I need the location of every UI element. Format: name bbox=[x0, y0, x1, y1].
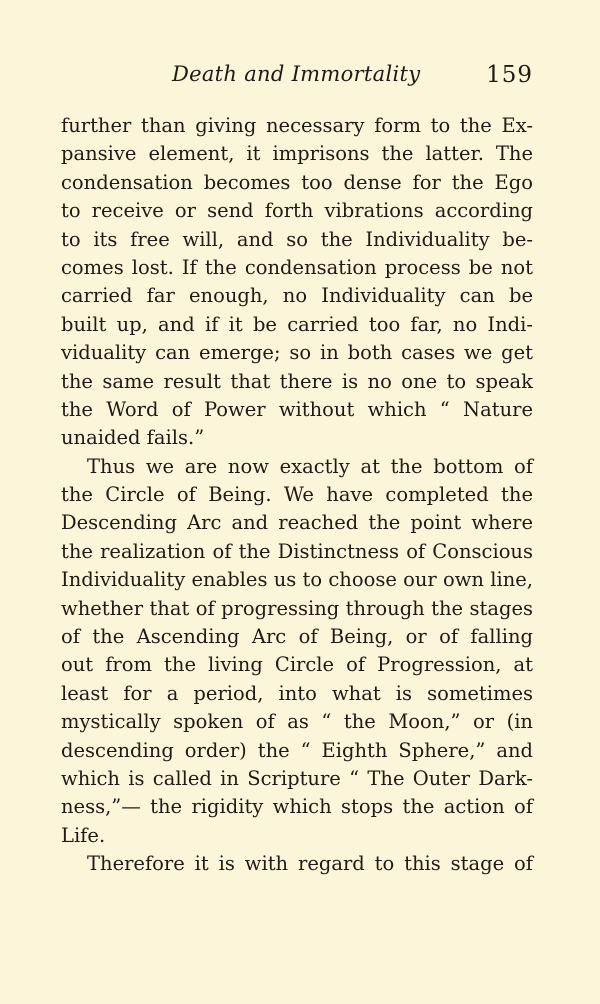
text-line: of the Ascending Arc of Being, or of falling bbox=[61, 625, 533, 649]
text-line: Therefore it is with regard to this stage of bbox=[87, 852, 533, 876]
text-line: ness,”— the rigidity which stops the action of bbox=[61, 795, 533, 819]
running-head bbox=[60, 60, 533, 92]
text-line: Individuality enables us to choose our own line, bbox=[61, 568, 533, 592]
text-line: condensation becomes too dense for the Ego bbox=[61, 170, 533, 194]
text-line: mystically spoken of as “ the Moon,” or (in bbox=[61, 710, 533, 734]
text-line: to receive or send forth vibrations according bbox=[61, 199, 533, 223]
text-line: Thus we are now exactly at the bottom of bbox=[87, 454, 533, 478]
text-line: pansive element, it imprisons the latter. The bbox=[61, 142, 533, 166]
running-title: Death and Immortality bbox=[172, 62, 421, 86]
text-line: viduality can emerge; so in both cases we get bbox=[61, 341, 533, 365]
text-line: further than giving necessary form to the Ex- bbox=[61, 114, 533, 137]
text-line: to its free will, and so the Individuality be- bbox=[61, 227, 533, 251]
body-text bbox=[61, 112, 533, 879]
text-line: Life. bbox=[61, 823, 106, 847]
page-number: 159 bbox=[486, 62, 533, 88]
text-line: the same result that there is no one to speak bbox=[61, 369, 533, 393]
text-line: carried far enough, no Individuality can be bbox=[61, 284, 533, 308]
text-line: descending order) the “ Eighth Sphere,” and bbox=[61, 738, 533, 762]
text-line: out from the living Circle of Progression, at bbox=[61, 653, 533, 677]
text-line: least for a period, into what is sometimes bbox=[61, 681, 533, 705]
text-line: whether that of progressing through the stages bbox=[61, 596, 533, 620]
text-line: the realization of the Distinctness of Conscious bbox=[61, 539, 533, 563]
text-line: the Word of Power without which “ Nature bbox=[61, 397, 533, 421]
text-line: Descending Arc and reached the point where bbox=[61, 511, 533, 535]
text-line: built up, and if it be carried too far, no Indi- bbox=[61, 312, 533, 336]
text-line: which is called in Scripture “ The Outer Dark- bbox=[61, 766, 533, 790]
text-line: unaided fails.” bbox=[61, 426, 205, 450]
text-line: the Circle of Being. We have completed the bbox=[61, 483, 533, 507]
text-line: comes lost. If the condensation process be not bbox=[61, 255, 533, 279]
